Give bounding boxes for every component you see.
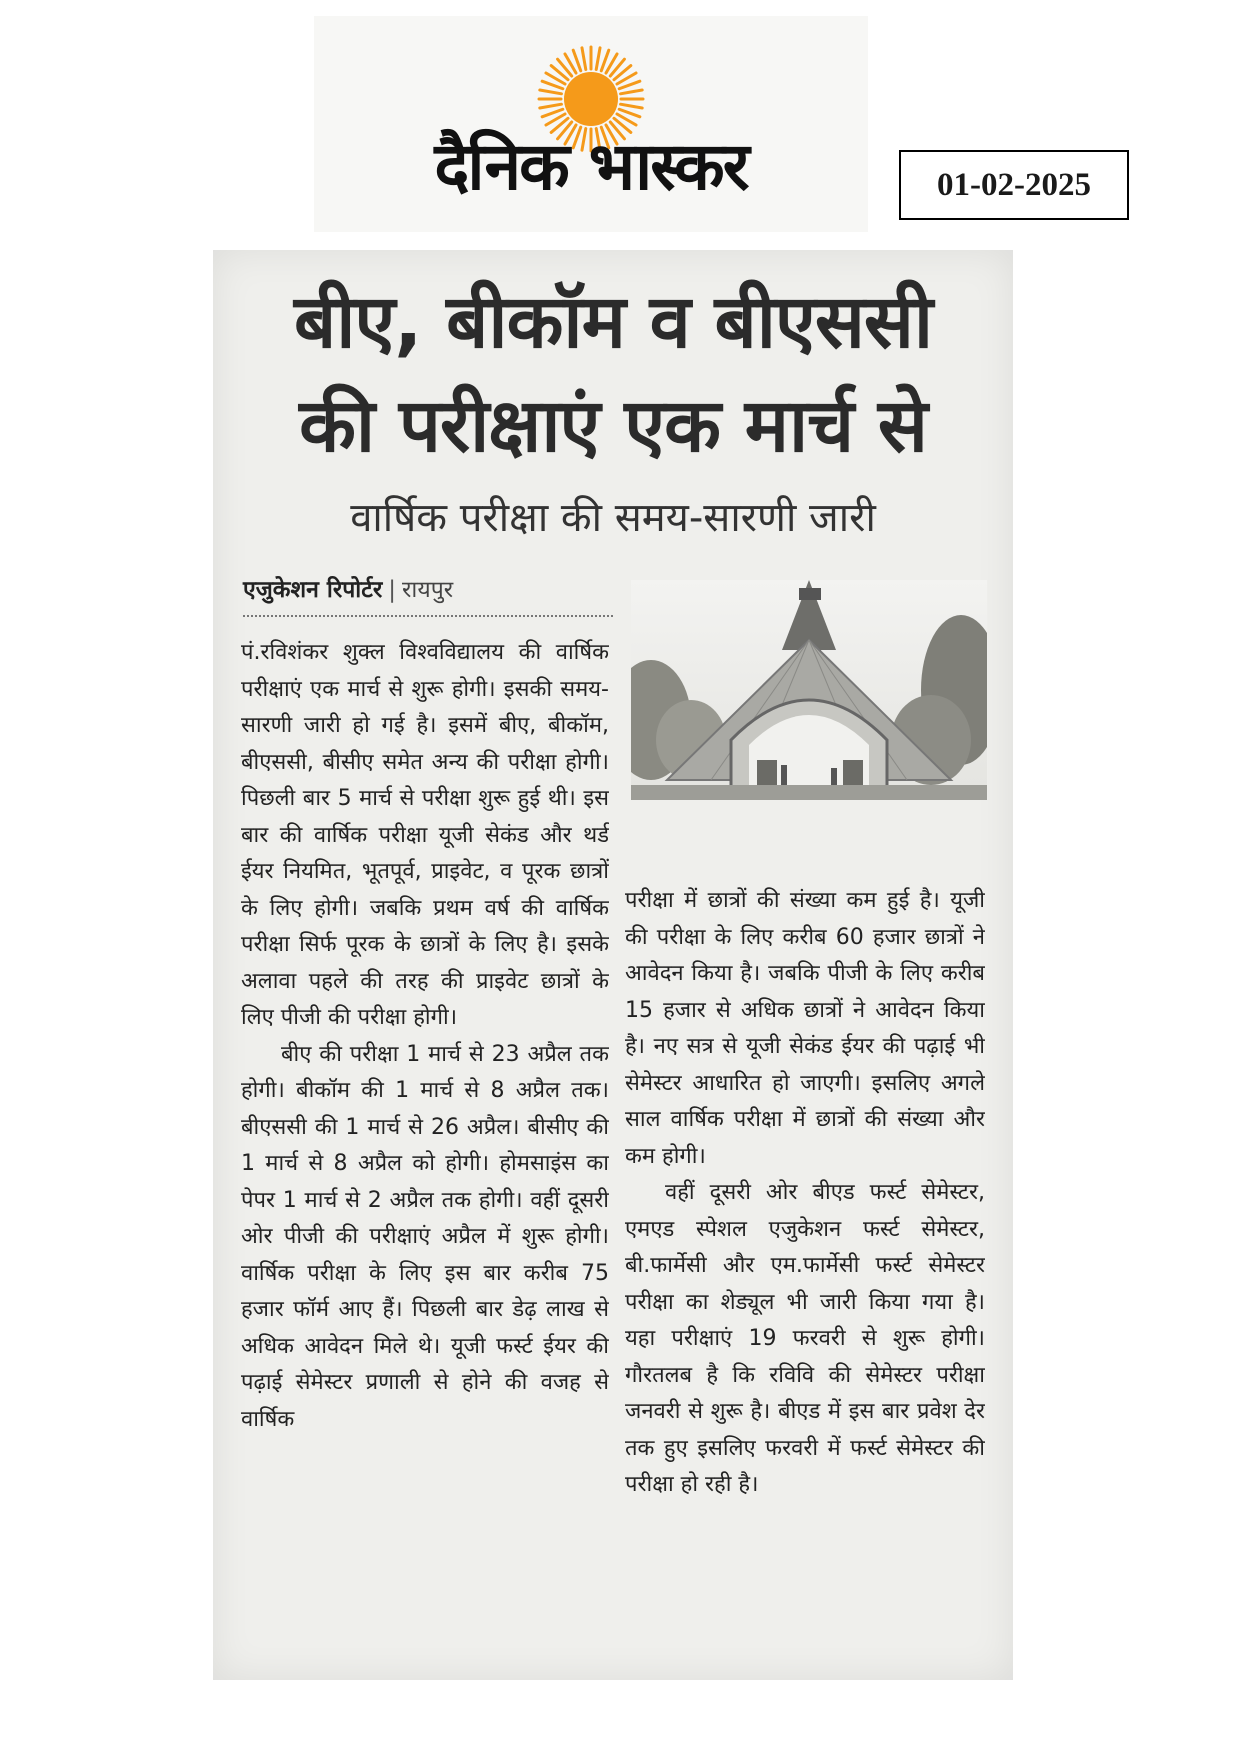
article-paragraph: बीए की परीक्षा 1 मार्च से 23 अप्रैल तक होगी। बीकॉम की 1 मार्च से 8 अप्रैल तक। बीएससी की 1 मार्च से 26 अप्रैल। बीसीए की 1 मार्च से 8 अप्रैल को होगी। होमसाइंस का पेपर 1 मार्च से 2 अप्रैल तक होगी। वहीं दूसरी ओर पीजी की परीक्षाएं अप्रैल में शुरू होगी। वार्षिक परीक्षा के लिए इस बार करीब 75 हजार फॉर्म आए हैं। पिछली बार डेढ़ लाख से अधिक आवेदन मिले थे। यूजी फर्स्ट ईयर की पढ़ाई सेमेस्टर प्रणाली से होने की वजह से वार्षिक <box>241 1041 609 1432</box>
article-paragraph: वहीं दूसरी ओर बीएड फर्स्ट सेमेस्टर, एमएड स्पेशल एजुकेशन फर्स्ट सेमेस्टर, बी.फार्मेसी और एम.फार्मेसी फर्स्ट सेमेस्टर परीक्षा का शेड्यूल भी जारी किया गया है। यहा परीक्षाएं 19 फरवरी से शुरू होगी। गौरतलब है कि रविवि की सेमेस्टर परीक्षा जनवरी से शुरू है। बीएड में इस बार प्रवेश देर तक हुए इसलिए फरवरी में फर्स्ट सेमेस्टर की परीक्षा हो रही है। <box>625 1180 985 1497</box>
article-column-right <box>625 883 985 1663</box>
article-paragraph: पं.रविशंकर शुक्ल विश्वविद्यालय की वार्षिक परीक्षाएं एक मार्च से शुरू होगी। इसकी समय-सारणी जारी हो गई है। इसमें बीए, बीकॉम, बीएससी, बीसीए समेत अन्य की परीक्षा होगी। पिछली बार 5 मार्च से परीक्षा शुरू हुई थी। इस बार की वार्षिक परीक्षा यूजी सेकंड और थर्ड ईयर नियमित, भूतपूर्व, प्राइवेट, व पूरक छात्रों के लिए होगी। जबकि प्रथम वर्ष की वार्षिक परीक्षा सिर्फ पूरक के छात्रों के लिए है। इसके अलावा पहले की तरह की प्राइवेट छात्रों के लिए पीजी की परीक्षा होगी। <box>241 640 609 1030</box>
sun-ray <box>540 104 562 108</box>
sun-ray <box>596 48 600 70</box>
divider <box>243 615 613 617</box>
article-column-left <box>241 635 609 1665</box>
byline <box>243 572 453 604</box>
university-gate-photo <box>631 580 987 800</box>
headline-line-2: की परीक्षाएं एक मार्च से <box>299 383 927 469</box>
publication-date: 01-02-2025 <box>899 150 1129 220</box>
newspaper-masthead <box>314 16 868 232</box>
sun-ray <box>582 48 586 70</box>
sun-ray <box>621 104 643 108</box>
sun-ray <box>621 90 643 94</box>
article-paragraph: परीक्षा में छात्रों की संख्या कम हुई है। यूजी की परीक्षा के लिए करीब 60 हजार छात्रों ने आवेदन किया है। जबकि पीजी के लिए करीब 15 हजार से अधिक छात्रों ने आवेदन किया है। नए सत्र से यूजी सेकंड ईयर की पढ़ाई भी सेमेस्टर आधारित हो जाएगी। इसलिए अगले साल वार्षिक परीक्षा में छात्रों की संख्या और कम होगी। <box>625 888 985 1169</box>
dateline-city: रायपुर <box>402 577 454 603</box>
newspaper-name: दैनिक भास्कर <box>434 128 748 205</box>
subheadline: वार्षिक परीक्षा की समय-सारणी जारी <box>350 495 876 541</box>
reporter-name: एजुकेशन रिपोर्टर <box>243 577 383 603</box>
headline <box>233 270 993 478</box>
news-clipping <box>213 250 1013 1680</box>
byline-separator: | <box>388 577 396 603</box>
headline-line-1: बीए, बीकॉम व बीएससी <box>293 279 933 365</box>
sun-ray <box>540 90 562 94</box>
